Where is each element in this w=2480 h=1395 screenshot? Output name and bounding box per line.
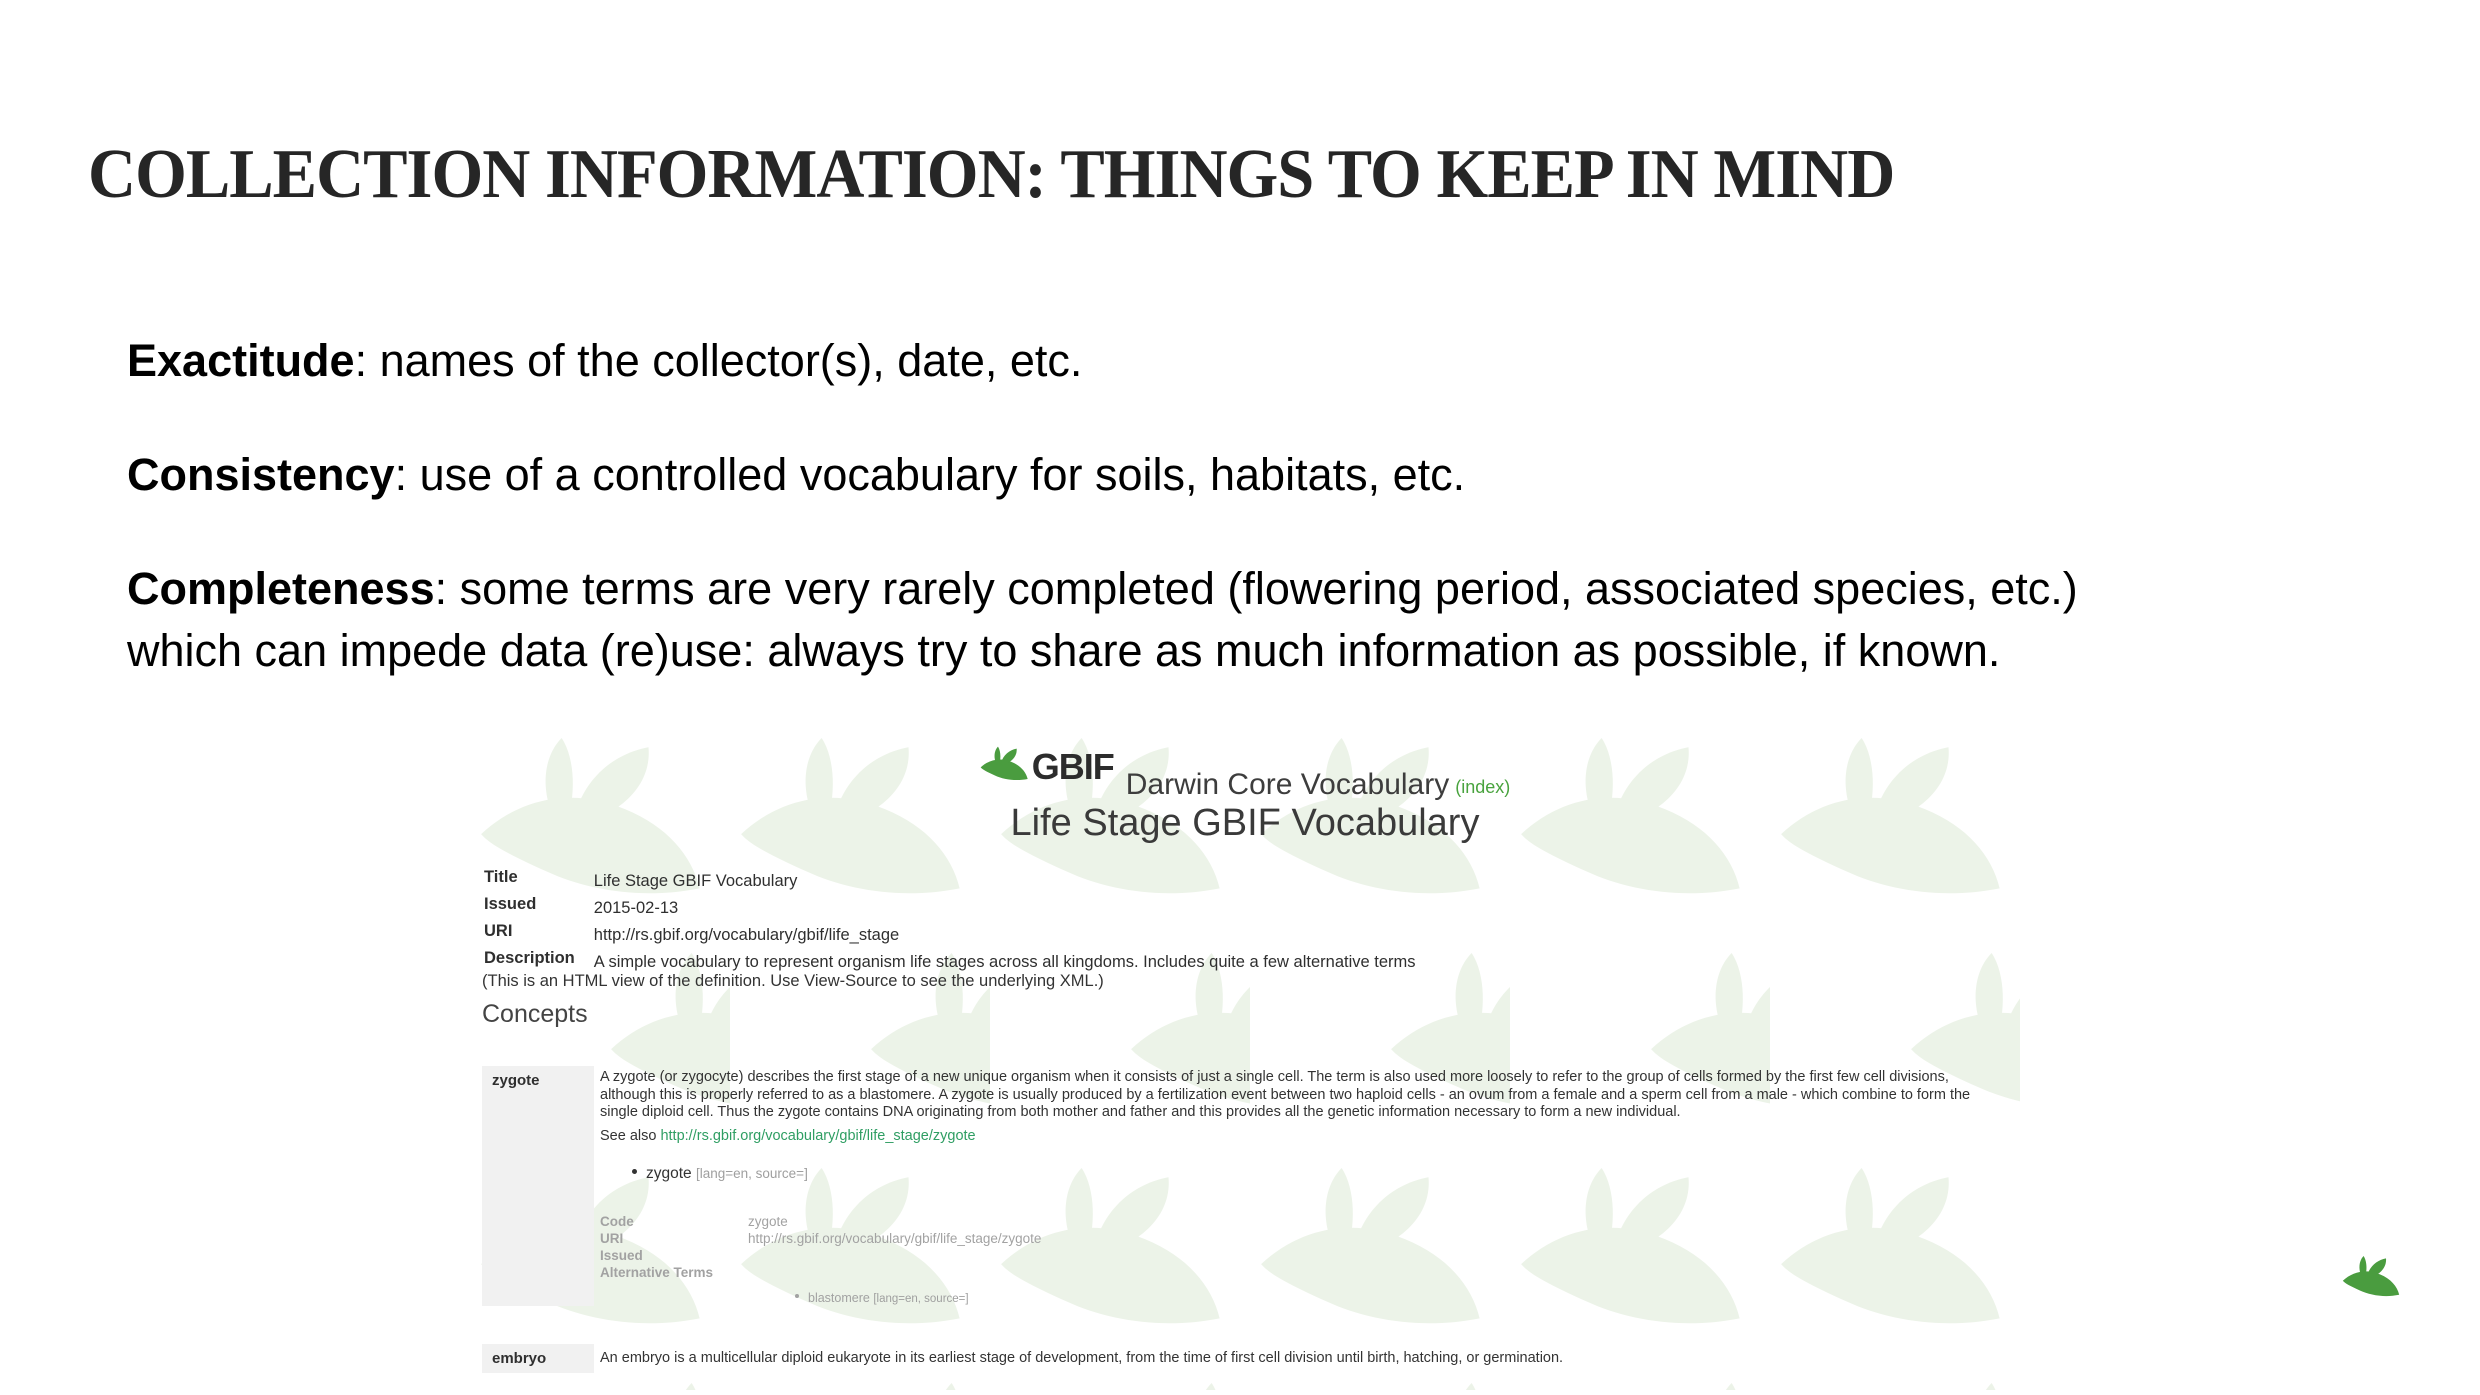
concept-code-cell: zygote [482,1066,594,1306]
detail-value: zygote [748,1213,788,1229]
see-also-link[interactable]: http://rs.gbif.org/vocabulary/gbif/life_stage/zygote [660,1127,976,1144]
page-title: COLLECTION INFORMATION: THINGS TO KEEP IN MIND [88,136,1895,213]
bullet-term: Consistency [127,449,395,500]
bullet-consistency [127,444,2427,506]
vocabulary-page-title: Life Stage GBIF Vocabulary [1010,802,1480,844]
term-attributes: [lang=en, source=] [873,1292,969,1305]
html-view-note: (This is an HTML view of the definition. Use View-Source to see the underlying XML.) [482,972,1104,990]
table-row [484,895,1417,922]
detail-label: Alternative Terms [600,1264,714,1280]
embryo-description: An embryo is a multicellular diploid eukaryote in its earliest stage of development, from the time of first cell division until birth, hatching, or germination. [600,1350,1564,1366]
bullet-exactitude [127,330,2427,392]
term-label: blastomere [808,1290,870,1305]
index-link[interactable]: (index) [1455,777,1511,797]
concepts-heading: Concepts [482,1000,588,1028]
bullet-list [127,330,2427,734]
detail-value: http://rs.gbif.org/vocabulary/gbif/life_stage/zygote [748,1230,1042,1246]
concept-description-cell [600,1066,2008,1305]
term-attributes: [lang=en, source=] [695,1165,808,1181]
meta-label: Issued [484,895,537,913]
see-also-label: See also [600,1127,661,1144]
meta-value: http://rs.gbif.org/vocabulary/gbif/life_stage [593,926,900,944]
site-title: Darwin Core Vocabulary [1125,768,1450,801]
detail-label: URI [600,1230,624,1246]
bullet-text: : some terms are very rarely completed (flowering period, associated species, etc.) [434,563,2078,614]
preferred-term-bullet [632,1165,2008,1183]
gbif-corner-logo-icon [2342,1252,2402,1304]
bullet-term: Exactitude [127,335,355,386]
table-row [600,1213,2008,1230]
bullet-term: Completeness [127,563,435,614]
meta-value: 2015-02-13 [593,899,679,917]
table-row [484,922,1417,949]
table-row [600,1247,2008,1264]
bullet-dot-icon [795,1294,799,1298]
table-row [600,1264,2008,1281]
bullet-text: : use of a controlled vocabulary for soils, habitats, etc. [394,449,1466,500]
meta-value: Life Stage GBIF Vocabulary [593,872,798,890]
bullet-dot-icon [632,1169,637,1174]
see-also-line [600,1128,2008,1145]
bullet-text-line2: which can impede data (re)use: always try to share as much information as possible, if known. [127,625,2001,676]
table-row [600,1230,2008,1247]
vocabulary-meta-table [484,868,1417,976]
term-details-table [600,1213,2008,1281]
gbif-site-header [470,740,2020,804]
bullet-text: : names of the collector(s), date, etc. [354,335,1083,386]
gbif-logo-icon [980,744,1030,786]
zygote-description: A zygote (or zygocyte) describes the first stage of a new unique organism when it consists of just a single cell. The term is also used more loosely to refer to the group of cells formed by the first few cell divisions, although this is properly referred to as a blastomere. A zygote is usually produced by a fertilization event between two haploid cells - an ovum from a female and a sperm cell from a male - which combine to form the single diploid cell. Thus the zygote contains DNA originating from both mother and father and this provides all the genetic information necessary to form a new individual. [600,1069,1971,1120]
concept-row-embryo [482,1344,2008,1373]
meta-label: Title [484,868,518,886]
detail-label: Code [600,1213,634,1229]
table-row [484,868,1417,895]
meta-label: Description [484,949,575,967]
bullet-completeness [127,558,2427,682]
embedded-screenshot [470,726,2020,1390]
meta-value: A simple vocabulary to represent organism life stages across all kingdoms. Includes quite a few alternative terms [593,953,1416,971]
concept-code-cell: embryo [482,1344,594,1373]
detail-label: Issued [600,1247,643,1263]
meta-label: URI [484,922,513,940]
concept-row-zygote [482,1066,2008,1306]
alternative-term-bullet [795,1291,2008,1305]
term-label: zygote [646,1164,692,1182]
gbif-logo-text: GBIF [1031,746,1114,787]
